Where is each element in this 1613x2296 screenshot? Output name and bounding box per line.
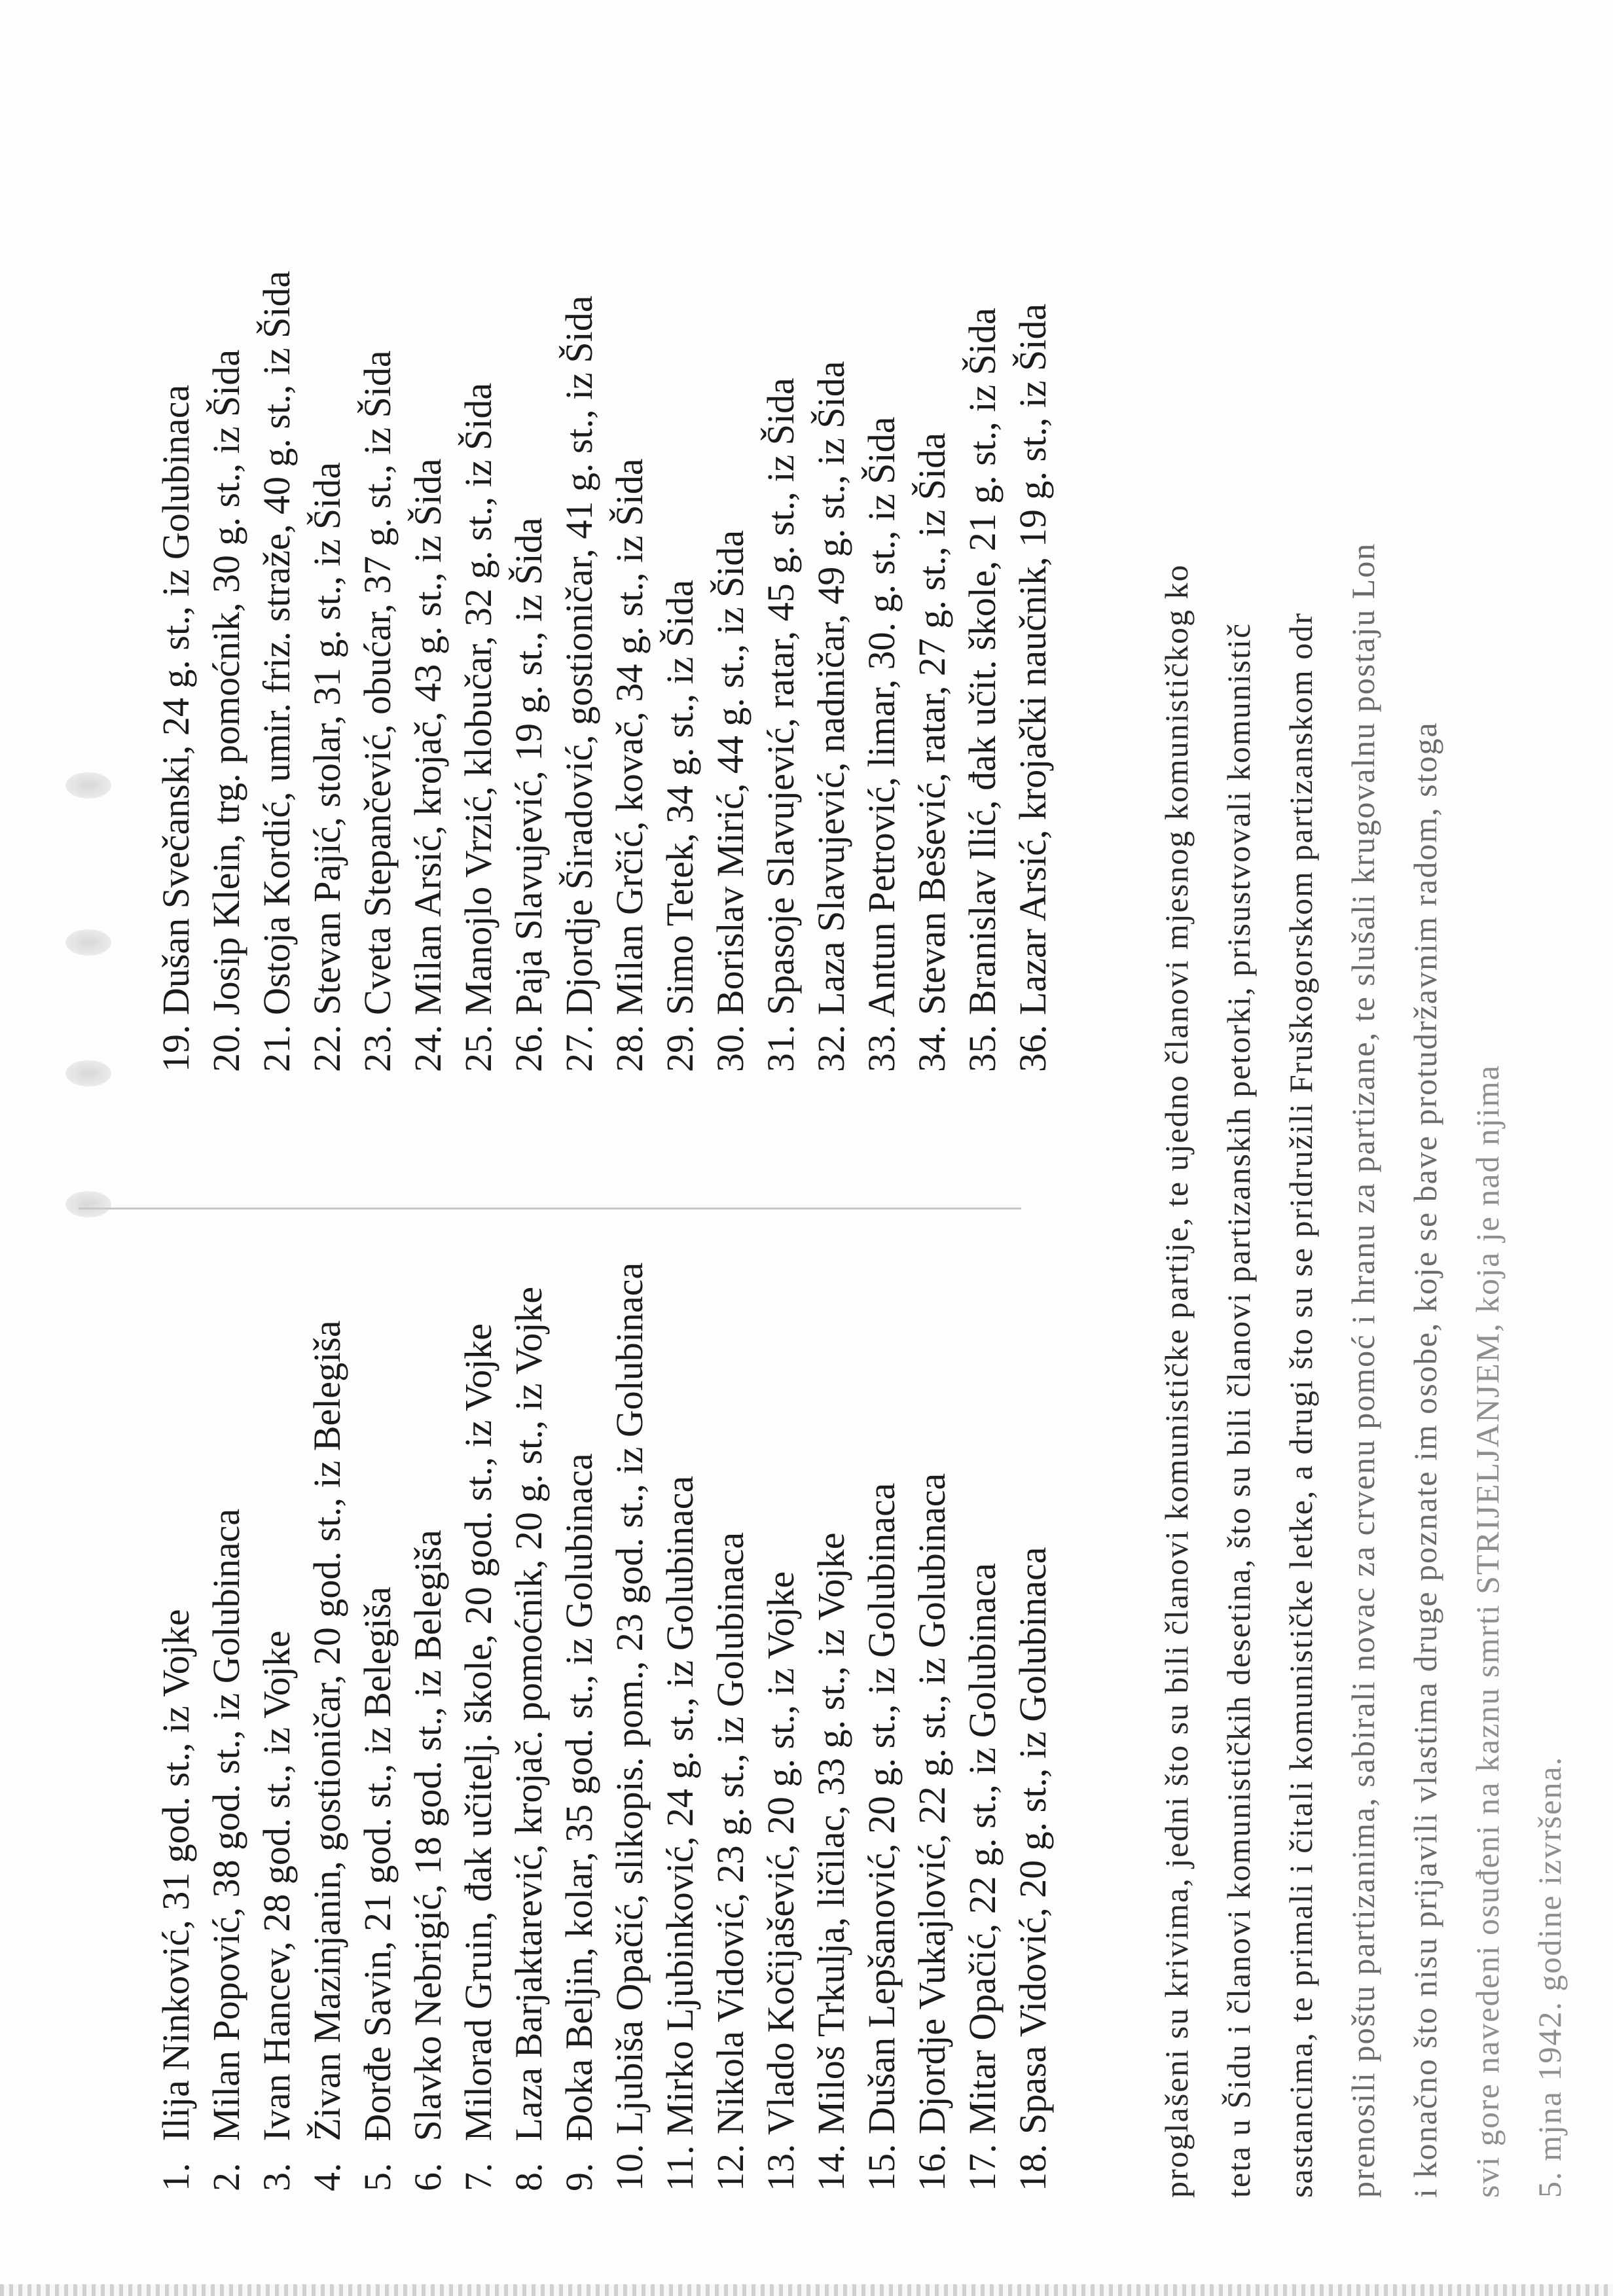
entry-text: Borislav Mirić, 44 g. st., iz Šida <box>709 529 752 1015</box>
convict-entry <box>957 90 1007 1072</box>
entry-text: Simo Tetek, 34 g. st., iz Šida <box>659 579 701 1015</box>
convict-entry <box>1007 90 1058 1072</box>
convict-entry <box>151 1210 201 2191</box>
entry-text: Laza Barjaktarević, krojač. pomoćnik, 20 g. st., iz Vojke <box>507 1286 550 2142</box>
entry-number: 16. <box>911 2144 953 2191</box>
convict-entry <box>251 1210 302 2191</box>
entry-text: Josip Klein, trg. pomoćnik, 30 g. st., iz Šida <box>205 349 247 1015</box>
entry-number: 35. <box>961 1024 1004 1072</box>
entry-text: Branislav Ilić, đak učit. škole, 21 g. st., iz Šida <box>961 308 1004 1015</box>
paragraph-line: svi gore navedeni osuđeni na kaznu smrti STRIJELJANJEM, koja je nad njima <box>1469 1064 1506 2198</box>
convict-entry <box>755 1210 806 2191</box>
entry-text: Nikola Vidović, 23 g. st., iz Golubinaca <box>709 1532 752 2134</box>
entry-text: Milan Grčić, kovač, 34 g. st., iz Šida <box>608 458 651 1015</box>
convict-entry <box>655 90 705 1072</box>
convict-entry <box>907 90 957 1072</box>
entry-number: 2. <box>205 2162 247 2191</box>
entry-text: Mitar Opačić, 22 g. st., iz Golubinaca <box>961 1563 1004 2134</box>
verdict-paragraph <box>1146 64 1581 2198</box>
entry-number: 30. <box>709 1024 752 1072</box>
convict-entry <box>806 1210 856 2191</box>
convict-entry <box>403 90 453 1072</box>
entry-text: Djordje Širadović, gostioničar, 41 g. st., iz Šida <box>558 295 600 1015</box>
entry-number: 15. <box>860 2144 903 2191</box>
paragraph-line: 5. mjna 1942. godine izvršena. <box>1531 1755 1568 2198</box>
entry-text: Djordje Vukajlović, 22 g. st., iz Golubinaca <box>911 1473 953 2134</box>
entry-text: Stevan Bešević, ratar, 27 g. st., iz Šida <box>911 432 953 1015</box>
entry-number: 12. <box>709 2144 752 2191</box>
entry-text: Milan Popović, 38 god. st., iz Golubinaca <box>205 1508 247 2142</box>
entry-number: 5. <box>356 2162 399 2191</box>
convict-entry <box>856 1210 907 2191</box>
entry-text: Ostoja Kordić, umir. friz. straže, 40 g. st., iz Šida <box>255 270 298 1015</box>
entry-text: Ljubiša Opačić, slikopis. pom., 23 god. st., iz Golubinaca <box>608 1262 651 2134</box>
entry-text: Slavko Nebrigić, 18 god. st., iz Belegiša <box>407 1530 449 2142</box>
convict-entry <box>503 1210 554 2191</box>
convict-entry <box>503 90 554 1072</box>
convict-entry <box>201 90 251 1072</box>
entry-number: 33. <box>860 1024 903 1072</box>
paragraph-line: sastancima, te primali i čitali komunističke letke, a drugi što su se pridružili Fruškogorskom partizanskom odr <box>1282 612 1319 2198</box>
entry-number: 1. <box>154 2162 197 2191</box>
convict-entry <box>554 90 604 1072</box>
convict-entry <box>604 1210 655 2191</box>
entry-number: 18. <box>1011 2144 1054 2191</box>
entry-number: 9. <box>558 2162 600 2191</box>
entry-number: 20. <box>205 1024 247 1072</box>
convict-entry <box>352 90 403 1072</box>
convict-entry <box>705 90 755 1072</box>
entry-number: 34. <box>911 1024 953 1072</box>
convict-entry <box>403 1210 453 2191</box>
entry-number: 25. <box>457 1024 499 1072</box>
entry-text: Spasoje Slavujević, ratar, 45 g. st., iz Šida <box>759 378 802 1015</box>
convict-entry <box>453 90 503 1072</box>
entry-text: Milan Arsić, krojač, 43 g. st., iz Šida <box>407 458 449 1015</box>
convict-entry <box>251 90 302 1072</box>
paragraph-line: teta u Šidu i članovi komunističkih desetina, što su bili članovi partizanskih petorki, prisustvovali komunistič <box>1220 622 1257 2198</box>
entry-number: 6. <box>407 2162 449 2191</box>
entry-text: Ilija Ninković, 31 god. st., iz Vojke <box>154 1609 197 2142</box>
entry-number: 10. <box>608 2144 651 2191</box>
entry-text: Đoka Beljin, kolar, 35 god. st., iz Golubinaca <box>558 1453 600 2142</box>
entry-text: Lazar Arsić, krojački naučnik, 19 g. st., iz Šida <box>1011 303 1054 1015</box>
entry-text: Dušan Lepšanović, 20 g. st., iz Golubinaca <box>860 1482 903 2134</box>
convict-entry <box>1007 1210 1058 2191</box>
paragraph-line: prenosili poštu partizanima, sabirali novac za crvenu pomoć i hranu za partizane, te slušali krugovalnu postaju Lon <box>1345 542 1381 2198</box>
entry-number: 28. <box>608 1024 651 1072</box>
entry-number: 17. <box>961 2144 1004 2191</box>
convict-entry <box>604 90 655 1072</box>
convict-entry <box>907 1210 957 2191</box>
entry-text: Milorad Gruin, đak učitelj. škole, 20 god. st., iz Vojke <box>457 1323 499 2142</box>
entry-number: 3. <box>255 2162 298 2191</box>
entry-number: 23. <box>356 1024 399 1072</box>
entry-number: 19. <box>154 1024 197 1072</box>
entry-number: 36. <box>1011 1024 1054 1072</box>
entry-text: Cveta Stepančević, obućar, 37 g. st., iz Šida <box>356 350 399 1015</box>
convict-entry <box>655 1210 705 2191</box>
entry-number: 7. <box>457 2162 499 2191</box>
entry-text: Spasa Vidović, 20 g. st., iz Golubinaca <box>1011 1547 1054 2134</box>
entry-text: Manojlo Vrzić, klobučar, 32 g. st., iz Šida <box>457 382 499 1015</box>
convict-entry <box>352 1210 403 2191</box>
entry-text: Miloš Trkulja, ličilac, 33 g. st., iz Vojke <box>810 1532 852 2134</box>
entry-text: Mirko Ljubinković, 24 g. st., iz Golubinaca <box>659 1475 701 2136</box>
convict-entry <box>755 90 806 1072</box>
convict-entry <box>453 1210 503 2191</box>
convict-entry <box>302 90 352 1072</box>
convict-entry <box>806 90 856 1072</box>
entry-number: 31. <box>759 1024 802 1072</box>
entry-text: Đorđe Savin, 21 god. st., iz Belegiša <box>356 1587 399 2142</box>
entry-number: 26. <box>507 1024 550 1072</box>
entry-text: Dušan Svečanski, 24 g. st., iz Golubinaca <box>154 384 197 1015</box>
entry-number: 11. <box>659 2145 701 2191</box>
convict-entry <box>554 1210 604 2191</box>
entry-number: 4. <box>306 2162 348 2191</box>
paragraph-line: i konačno što nisu prijavili vlastima druge poznate im osobe, koje se bave protudržavnim radom, stoga <box>1407 721 1443 2198</box>
convict-entry <box>705 1210 755 2191</box>
entry-number: 32. <box>810 1024 852 1072</box>
convict-entry <box>201 1210 251 2191</box>
entry-text: Laza Slavujević, nadničar, 49 g. st., iz Šida <box>810 361 852 1015</box>
convict-entry <box>957 1210 1007 2191</box>
convict-entry <box>151 90 201 1072</box>
entry-number: 13. <box>759 2144 802 2191</box>
entry-text: Stevan Pajić, stolar, 31 g. st., iz Šida <box>306 461 348 1015</box>
entry-number: 27. <box>558 1024 600 1072</box>
entry-text: Ivan Hancev, 28 god. st., iz Vojke <box>255 1630 298 2142</box>
entry-number: 24. <box>407 1024 449 1072</box>
entry-text: Vlado Kočijašević, 20 g. st., iz Vojke <box>759 1571 802 2136</box>
convict-entry <box>856 90 907 1072</box>
paragraph-line: proglašeni su krivima, jedni što su bili članovi komunističke partije, te ujedno članovi mjesnog komunističkog ko <box>1158 564 1195 2198</box>
entry-number: 21. <box>255 1024 298 1072</box>
entry-number: 8. <box>507 2162 550 2191</box>
convicts-list-left <box>151 1210 1058 2191</box>
convicts-list-right <box>151 90 1058 1072</box>
convict-entry <box>302 1210 352 2191</box>
entry-number: 29. <box>659 1024 701 1072</box>
scan-edge <box>0 2284 1613 2296</box>
entry-text: Antun Petrović, limar, 30. g. st., iz Šida <box>860 416 903 1018</box>
entry-number: 22. <box>306 1024 348 1072</box>
entry-number: 14. <box>810 2144 852 2191</box>
entry-text: Paja Slavujević, 19 g. st., iz Šida <box>507 517 550 1015</box>
entry-text: Živan Mazinjanin, gostioničar, 20 god. st., iz Belegiša <box>306 1320 348 2142</box>
